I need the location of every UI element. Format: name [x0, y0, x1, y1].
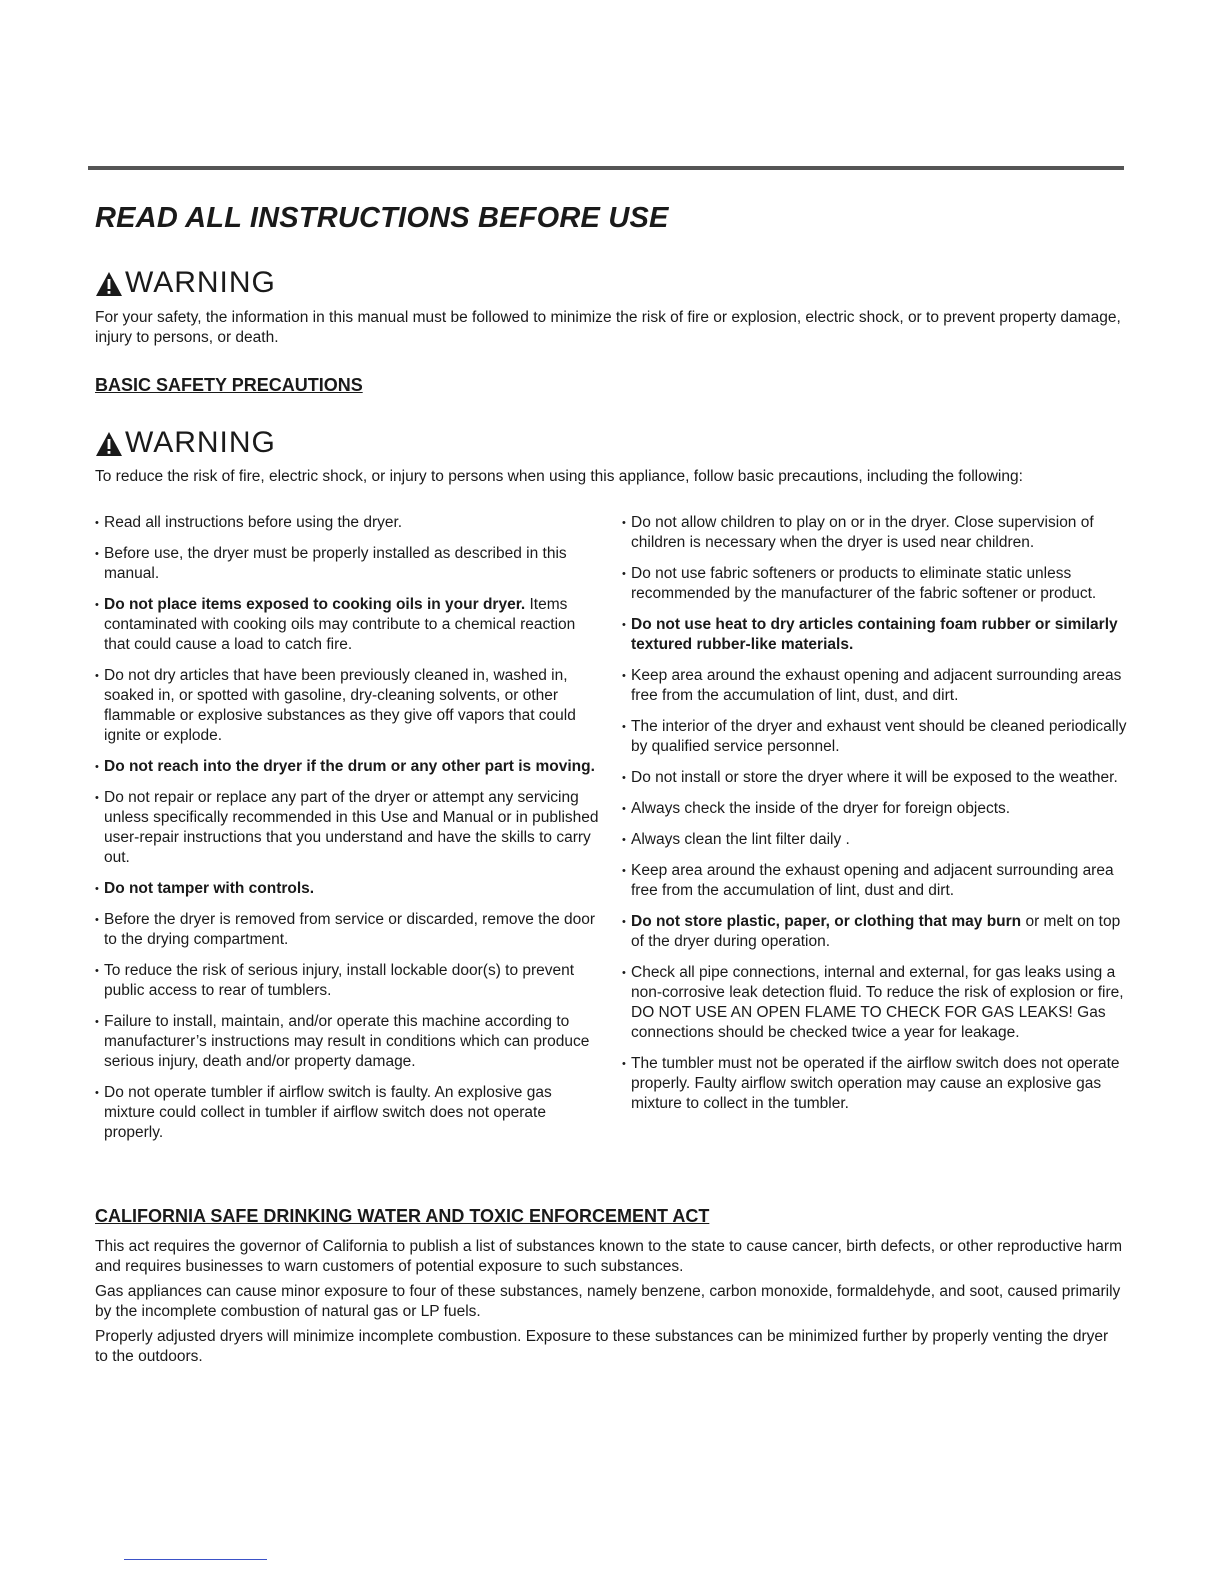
footer-link-line [124, 1559, 267, 1560]
precautions-left-column [95, 513, 600, 1154]
precaution-item [95, 544, 600, 584]
precaution-bold-text: Do not reach into the dryer if the drum or any other part is moving. [104, 758, 595, 775]
precaution-item [622, 615, 1127, 655]
precaution-item [622, 513, 1127, 553]
precaution-item [622, 912, 1127, 952]
california-paragraph-3: Properly adjusted dryers will minimize incomplete combustion. Exposure to these substances can be minimized further by properly venting the dryer to the outdoors. [95, 1328, 1109, 1365]
california-paragraph-2: Gas appliances can cause minor exposure to four of these substances, namely benzene, carbon monoxide, formaldehyde, and soot, caused primarily by the incomplete combustion of natural gas or LP fuels. [95, 1283, 1121, 1320]
precaution-text: or melt on top of the dryer during operation. [631, 913, 1121, 950]
precaution-item [95, 666, 600, 746]
precautions-right-column [622, 513, 1127, 1125]
precaution-bold-text: Do not use heat to dry articles containing foam rubber or similarly textured rubber-like materials. [631, 616, 1118, 653]
precaution-text: Check all pipe connections, internal and external, for gas leaks using a non-corrosive leak detection fluid. To reduce the risk of explosion or fire, DO NOT USE AN OPEN FLAME TO CHECK FOR GAS LEAKS! Gas connections should be checked twice a year for leakage. [631, 964, 1124, 1041]
precaution-item [622, 861, 1127, 901]
precaution-text: Read all instructions before using the dryer. [104, 514, 403, 531]
warning-triangle-icon [95, 271, 123, 297]
precaution-text: Keep area around the exhaust opening and adjacent surrounding areas free from the accumulation of lint, dust, and dirt. [631, 667, 1122, 704]
precaution-item [95, 595, 600, 655]
precaution-item [622, 963, 1127, 1043]
warning-2-text: To reduce the risk of fire, electric shock, or injury to persons when using this appliance, follow basic precautions, including the following: [95, 468, 1023, 485]
warning-1-text: For your safety, the information in this manual must be followed to minimize the risk of fire or explosion, electric shock, or to prevent property damage, injury to persons, or death. [95, 309, 1121, 346]
precaution-text: Failure to install, maintain, and/or operate this machine according to manufacturer’s instructions may result in conditions which can produce serious injury, death and/or property damage. [104, 1013, 590, 1070]
precaution-text: Do not dry articles that have been previously cleaned in, washed in, soaked in, or spotted with gasoline, dry-cleaning solvents, or other flammable or explosive substances as they give off vapors that could ignite or explode. [104, 667, 576, 744]
precaution-item [622, 1054, 1127, 1114]
precaution-item [95, 879, 600, 899]
warning-heading-1 [95, 266, 276, 300]
basic-safety-heading: BASIC SAFETY PRECAUTIONS [95, 375, 363, 395]
precaution-text: The interior of the dryer and exhaust vent should be cleaned periodically by qualified service personnel. [631, 718, 1127, 755]
precaution-text: Do not repair or replace any part of the dryer or attempt any servicing unless specifically recommended in this Use and Manual or in published user-repair instructions that you understand and have the skills to carry out. [104, 789, 599, 866]
precaution-text: To reduce the risk of serious injury, install lockable door(s) to prevent public access to rear of tumblers. [104, 962, 575, 999]
warning-triangle-icon [95, 431, 123, 457]
warning-heading-2-text: WARNING [125, 426, 276, 459]
precaution-item [622, 799, 1127, 819]
precaution-bold-text: Do not place items exposed to cooking oils in your dryer. [104, 596, 526, 613]
precaution-item [95, 910, 600, 950]
precaution-item [95, 788, 600, 868]
precaution-item [95, 1083, 600, 1143]
page-title: READ ALL INSTRUCTIONS BEFORE USE [95, 202, 669, 234]
precaution-text: Keep area around the exhaust opening and adjacent surrounding area free from the accumulation of lint, dust and dirt. [631, 862, 1114, 899]
precaution-text: Do not use fabric softeners or products to eliminate static unless recommended by the manufacturer of the fabric softener or product. [631, 565, 1097, 602]
california-heading: CALIFORNIA SAFE DRINKING WATER AND TOXIC ENFORCEMENT ACT [95, 1206, 710, 1226]
precaution-bold-text: Do not tamper with controls. [104, 880, 315, 897]
precaution-item [622, 564, 1127, 604]
precaution-text: Before use, the dryer must be properly installed as described in this manual. [104, 545, 567, 582]
precaution-text: Items contaminated with cooking oils may contribute to a chemical reaction that could cause a load to catch fire. [104, 596, 576, 653]
precaution-item [622, 768, 1127, 788]
precaution-text: Do not install or store the dryer where it will be exposed to the weather. [631, 769, 1118, 786]
precaution-item [622, 717, 1127, 757]
precaution-item [95, 513, 600, 533]
precaution-text: Before the dryer is removed from service or discarded, remove the door to the drying compartment. [104, 911, 596, 948]
precaution-item [622, 666, 1127, 706]
california-paragraph-1: This act requires the governor of California to publish a list of substances known to the state to cause cancer, birth defects, or other reproductive harm and requires businesses to warn customers of potential exposure to such substances. [95, 1238, 1122, 1275]
precaution-item [95, 961, 600, 1001]
precaution-item [95, 757, 600, 777]
precaution-text: Always check the inside of the dryer for foreign objects. [631, 800, 1011, 817]
precaution-item [622, 830, 1127, 850]
top-rule [88, 166, 1124, 170]
precaution-text: Do not operate tumbler if airflow switch is faulty. An explosive gas mixture could collect in tumbler if airflow switch does not operate properly. [104, 1084, 552, 1141]
precaution-bold-text: Do not store plastic, paper, or clothing that may burn [631, 913, 1022, 930]
warning-heading-2 [95, 426, 276, 460]
precaution-text: Always clean the lint filter daily . [631, 831, 850, 848]
precaution-item [95, 1012, 600, 1072]
precaution-text: The tumbler must not be operated if the airflow switch does not operate properly. Faulty airflow switch operation may cause an explosive gas mixture to collect in the tumbler. [631, 1055, 1120, 1112]
warning-heading-1-text: WARNING [125, 266, 276, 299]
precaution-text: Do not allow children to play on or in the dryer. Close supervision of children is necessary when the dryer is used near children. [631, 514, 1094, 551]
